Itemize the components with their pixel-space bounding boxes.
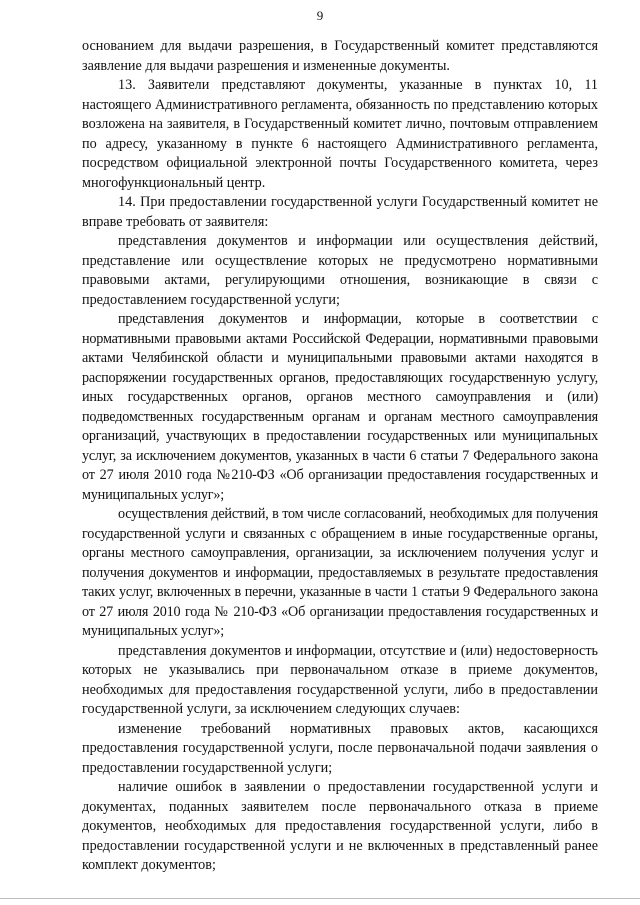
- paragraph-requirement-2: представления документов и информации, которые в соответствии с нормативными правовыми актами Российской Федерации, нормативными правовыми актами Челябинской области и муниципальными правовыми актами находятся в распоряжении государственных органов, предоставляющих государственную услугу, иных государственных органов, органов местного самоуправления и (или) подведомственных государственным органам и органам местного самоуправления организаций, участвующих в предоставлении государственных или муниципальных услуг, за исключением документов, указанных в части 6 статьи 7 Федерального закона от 27 июля 2010 года №210-ФЗ «Об организации предоставления государственных и муниципальных услуг»;: [82, 311, 598, 503]
- paragraph-item-13: 13. Заявители представляют документы, указанные в пунктах 10, 11 настоящего Административного регламента, обязанность по представлению которых возложена на заявителя, в Государственный комитет лично, почтовым отправлением по адресу, указанному в пункте 6 настоящего Административного регламента, посредством официальной электронной почты Государственного комитета, через многофункциональный центр.: [82, 77, 598, 191]
- paragraph-requirement-3: осуществления действий, в том числе согласований, необходимых для получения государственной услуги и связанных с обращением в иные государственные органы, органы местного самоуправления, организации, за исключением получения услуг и получения документов и информации, предоставляемых в результате предоставления таких услуг, включенных в перечни, указанные в части 1 статьи 9 Федерального закона от 27 июля 2010 года № 210-ФЗ «Об организации предоставления государственных и муниципальных услуг»;: [82, 506, 598, 639]
- paragraph-continuation: основанием для выдачи разрешения, в Государственный комитет представляются заявление для выдачи разрешения и измененные документы.: [82, 38, 598, 74]
- paragraph-requirement-1: представления документов и информации или осуществления действий, представление или осуществление которых не предусмотрено нормативными правовыми актами, регулирующими отношения, возникающие в связи с предоставлением государственной услуги;: [82, 233, 598, 308]
- paragraph-exception-1: изменение требований нормативных правовых актов, касающихся предоставления государственной услуги, после первоначальной подачи заявления о предоставлении государственной услуги;: [82, 720, 598, 776]
- paragraph-item-14: 14. При предоставлении государственной услуги Государственный комитет не вправе требовать от заявителя:: [82, 194, 598, 230]
- document-body: [82, 37, 598, 876]
- page-bottom-edge: [0, 898, 640, 899]
- paragraph-exception-2: наличие ошибок в заявлении о предоставлении государственной услуги и документах, поданных заявителем после первоначального отказа в приеме документов, необходимых для предоставления государственной услуги, либо в предоставлении государственной услуги и не включенных в представленный ранее комплект документов;: [82, 779, 598, 873]
- paragraph-requirement-4: представления документов и информации, отсутствие и (или) недостоверность которых не указывались при первоначальном отказе в приеме документов, необходимых для предоставления государственной услуги, либо в предоставлении государственной услуги, за исключением следующих случаев:: [82, 642, 598, 717]
- page-number: 9: [316, 8, 324, 23]
